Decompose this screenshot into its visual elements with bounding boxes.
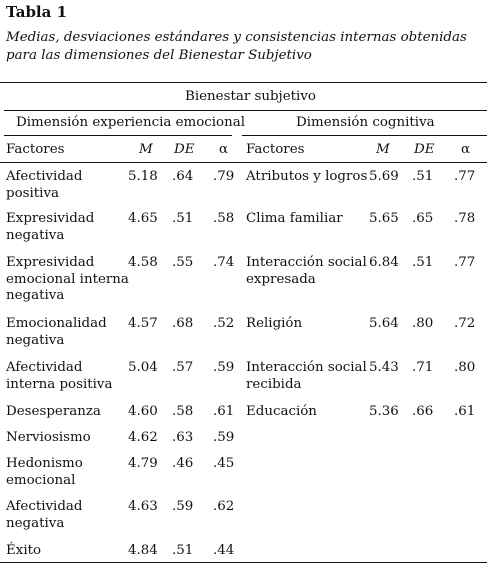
cognitiva-mean-value: 5.64 xyxy=(369,316,399,331)
emocional-mean-value: 4.62 xyxy=(128,430,158,445)
group-rule xyxy=(4,110,487,111)
emocional-factor-label: Emocionalidad xyxy=(6,316,107,331)
emocional-alpha-value: .44 xyxy=(213,543,235,558)
emocional-alpha-value: .62 xyxy=(213,499,235,514)
cognitiva-factor-label: Interacción social xyxy=(246,255,367,270)
cognitiva-mean-value: 5.43 xyxy=(369,360,399,375)
table-caption: Medias, desviaciones estándares y consistencias internas obtenidas para las dimensiones del Bienestar Subjetivo xyxy=(6,30,467,63)
emocional-factor-label: negativa xyxy=(6,515,65,531)
emocional-sd-value: .46 xyxy=(172,456,194,471)
cognitiva-alpha-value: .80 xyxy=(454,360,476,375)
cognitiva-sd-value: .66 xyxy=(412,404,434,419)
cognitiva-mean-value: 5.36 xyxy=(369,404,399,419)
emocional-factor-label: Afectividad xyxy=(6,499,83,514)
col-header-alpha-right: α xyxy=(461,142,471,157)
emocional-factor-label: Nerviosismo xyxy=(6,430,91,445)
table-title: Tabla 1 xyxy=(6,3,68,21)
cognitiva-factor-label: recibida xyxy=(246,376,302,392)
cognitiva-alpha-value: .78 xyxy=(454,211,476,226)
emocional-alpha-value: .45 xyxy=(213,456,235,471)
emocional-mean-value: 5.18 xyxy=(128,169,158,184)
emocional-factor-label: interna positiva xyxy=(6,376,113,392)
left-group-header: Dimensión experiencia emocional xyxy=(16,115,246,130)
cognitiva-factor-label: Educación xyxy=(246,404,317,419)
cognitiva-alpha-value: .72 xyxy=(454,316,476,331)
emocional-sd-value: .63 xyxy=(172,430,194,445)
emocional-mean-value: 4.79 xyxy=(128,456,158,471)
group-header-bienestar: Bienestar subjetivo xyxy=(185,89,316,104)
cognitiva-sd-value: .80 xyxy=(412,316,434,331)
col-header-factores-left: Factores xyxy=(6,142,65,157)
cognitiva-factor-label: Atributos y logros xyxy=(246,169,368,184)
emocional-sd-value: .55 xyxy=(172,255,194,270)
emocional-factor-label: emocional xyxy=(6,472,76,488)
emocional-factor-label: negativa xyxy=(6,332,65,348)
emocional-factor-label: Éxito xyxy=(6,543,42,558)
emocional-alpha-value: .59 xyxy=(213,360,235,375)
emocional-alpha-value: .52 xyxy=(213,316,235,331)
col-header-de-left: DE xyxy=(174,142,195,157)
col-header-factores-right: Factores xyxy=(246,142,305,157)
col-header-m-left: M xyxy=(139,142,153,157)
cognitiva-mean-value: 5.65 xyxy=(369,211,399,226)
emocional-mean-value: 4.63 xyxy=(128,499,158,514)
emocional-factor-label: Hedonismo xyxy=(6,456,83,471)
emocional-factor-label: Expresividad xyxy=(6,211,95,226)
emocional-sd-value: .64 xyxy=(172,169,194,184)
emocional-alpha-value: .59 xyxy=(213,430,235,445)
emocional-factor-label: positiva xyxy=(6,185,60,201)
emocional-sd-value: .57 xyxy=(172,360,194,375)
emocional-mean-value: 4.65 xyxy=(128,211,158,226)
col-header-de-right: DE xyxy=(414,142,435,157)
left-group-rule xyxy=(4,135,232,136)
emocional-factor-label: negativa xyxy=(6,288,65,303)
cognitiva-sd-value: .65 xyxy=(412,211,434,226)
cognitiva-alpha-value: .77 xyxy=(454,169,476,184)
cognitiva-factor-label: Interacción social xyxy=(246,360,367,375)
cognitiva-sd-value: .71 xyxy=(412,360,434,375)
right-group-rule xyxy=(242,135,487,136)
emocional-alpha-value: .58 xyxy=(213,211,235,226)
emocional-alpha-value: .61 xyxy=(213,404,235,419)
cognitiva-factor-label: expresada xyxy=(246,271,316,287)
emocional-sd-value: .51 xyxy=(172,211,194,226)
cognitiva-alpha-value: .77 xyxy=(454,255,476,270)
cognitiva-factor-label: Clima familiar xyxy=(246,211,343,226)
emocional-factor-label: negativa xyxy=(6,227,65,243)
emocional-sd-value: .59 xyxy=(172,499,194,514)
cognitiva-factor-label: Religión xyxy=(246,316,303,331)
top-rule xyxy=(0,82,487,83)
emocional-factor-label: emocional interna xyxy=(6,271,129,287)
emocional-sd-value: .51 xyxy=(172,543,194,558)
cognitiva-mean-value: 6.84 xyxy=(369,255,399,270)
emocional-factor-label: Desesperanza xyxy=(6,404,101,419)
bottom-rule xyxy=(0,562,487,563)
emocional-mean-value: 4.58 xyxy=(128,255,158,270)
cognitiva-alpha-value: .61 xyxy=(454,404,476,419)
right-group-header: Dimensión cognitiva xyxy=(296,115,435,130)
emocional-mean-value: 4.60 xyxy=(128,404,158,419)
emocional-mean-value: 4.57 xyxy=(128,316,158,331)
emocional-factor-label: Afectividad xyxy=(6,169,83,184)
emocional-sd-value: .68 xyxy=(172,316,194,331)
cognitiva-sd-value: .51 xyxy=(412,169,434,184)
cognitiva-sd-value: .51 xyxy=(412,255,434,270)
emocional-factor-label: Expresividad xyxy=(6,255,95,270)
col-header-alpha-left: α xyxy=(219,142,229,157)
header-bottom-rule xyxy=(0,162,487,163)
col-header-m-right: M xyxy=(376,142,390,157)
cognitiva-mean-value: 5.69 xyxy=(369,169,399,184)
emocional-mean-value: 5.04 xyxy=(128,360,158,375)
emocional-sd-value: .58 xyxy=(172,404,194,419)
emocional-alpha-value: .74 xyxy=(213,255,235,270)
emocional-factor-label: Afectividad xyxy=(6,360,83,375)
emocional-mean-value: 4.84 xyxy=(128,543,158,558)
emocional-alpha-value: .79 xyxy=(213,169,235,184)
